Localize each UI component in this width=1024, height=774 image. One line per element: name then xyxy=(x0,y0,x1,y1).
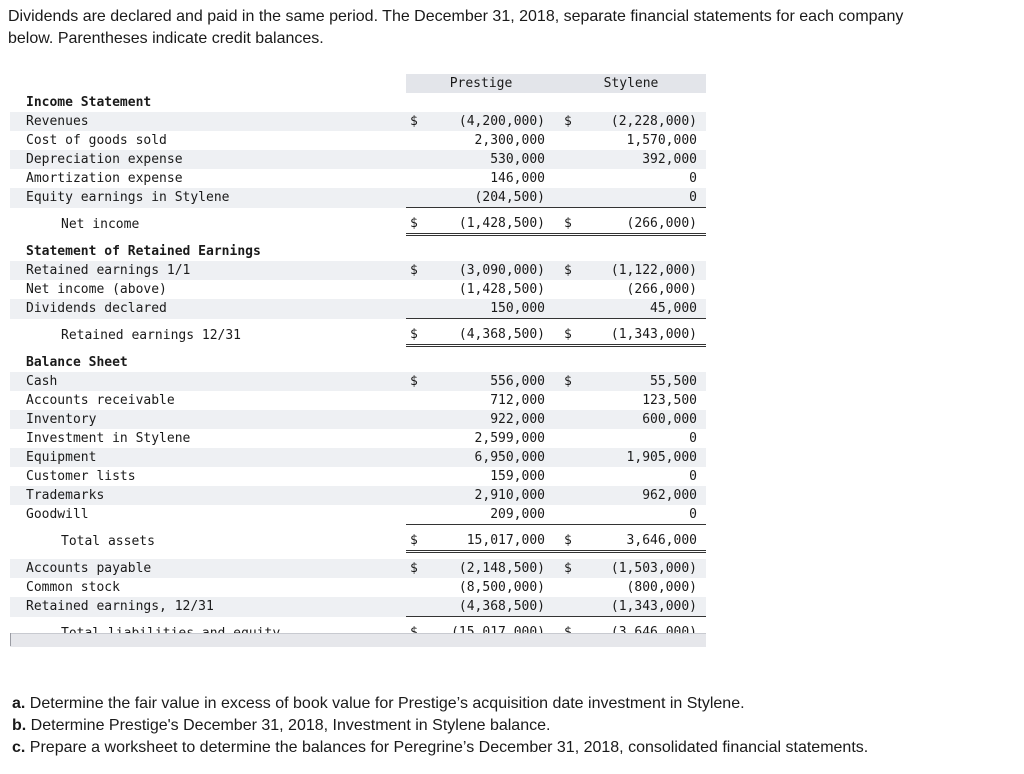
table-row: Equipment 6,950,000 1,905,000 xyxy=(10,448,706,467)
problem-intro xyxy=(8,6,1024,50)
table-row: Common stock (8,500,000) (800,000) xyxy=(26,580,697,595)
intro-line-2: below. Parentheses indicate credit balances. xyxy=(8,30,324,47)
table-row: Trademarks 2,910,000 962,000 xyxy=(10,486,706,505)
table-row: Dividends declared 150,000 45,000 xyxy=(10,299,706,319)
table-row: Retained earnings, 12/31 (4,368,500) (1,343,000) xyxy=(10,597,706,617)
statements-grid xyxy=(10,74,706,645)
section-heading-income: Income Statement xyxy=(26,95,152,110)
table-row: Revenues $ (4,200,000) $ (2,228,000) xyxy=(10,112,706,131)
table-row: Goodwill 209,000 0 xyxy=(10,505,706,525)
table-row: Customer lists 159,000 0 xyxy=(26,469,697,484)
section-heading-balance-sheet: Balance Sheet xyxy=(26,355,128,370)
question-a: a. Determine the fair value in excess of book value for Prestige’s acquisition date investment in Stylene. xyxy=(12,695,745,712)
question-b: b. Determine Prestige's December 31, 2018, Investment in Stylene balance. xyxy=(12,717,551,734)
question-list xyxy=(12,693,1012,759)
table-row: Accounts payable $ (2,148,500) $ (1,503,000) xyxy=(10,559,706,578)
table-row: Inventory 922,000 600,000 xyxy=(10,410,706,429)
intro-line-1: Dividends are declared and paid in the same period. The December 31, 2018, separate financial statements for each company xyxy=(8,8,904,25)
table-row: Net income (above) (1,428,500) (266,000) xyxy=(26,282,697,297)
table-row: Retained earnings 1/1 $ (3,090,000) $ (1,122,000) xyxy=(10,261,706,280)
column-header-row xyxy=(10,74,706,93)
total-row-net-income: Net income $ (1,428,500) $ (266,000) xyxy=(10,214,706,235)
total-row-retained-earnings: Retained earnings 12/31 $ (4,368,500) $ (1,343,000) xyxy=(10,325,706,346)
question-c: c. Prepare a worksheet to determine the balances for Peregrine’s December 31, 2018, consolidated financial statements. xyxy=(12,739,869,756)
table-footer-edge xyxy=(10,633,11,646)
total-row-total-assets: Total assets $ 15,017,000 $ 3,646,000 xyxy=(10,531,706,552)
section-heading-retained-earnings: Statement of Retained Earnings xyxy=(26,244,261,259)
table-row: Equity earnings in Stylene (204,500) 0 xyxy=(10,188,706,208)
table-row: Cash $ 556,000 $ 55,500 xyxy=(10,372,706,391)
column-header-stylene: Stylene xyxy=(556,74,706,93)
column-header-prestige: Prestige xyxy=(406,74,556,93)
table-footer-bar xyxy=(10,633,706,647)
table-row: Accounts receivable 712,000 123,500 xyxy=(26,393,697,408)
table-row: Amortization expense 146,000 0 xyxy=(26,171,697,186)
table-row: Depreciation expense 530,000 392,000 xyxy=(10,150,706,169)
table-row: Cost of goods sold 2,300,000 1,570,000 xyxy=(26,133,697,148)
financial-statements-table xyxy=(10,74,706,646)
table-row: Investment in Stylene 2,599,000 0 xyxy=(26,431,697,446)
